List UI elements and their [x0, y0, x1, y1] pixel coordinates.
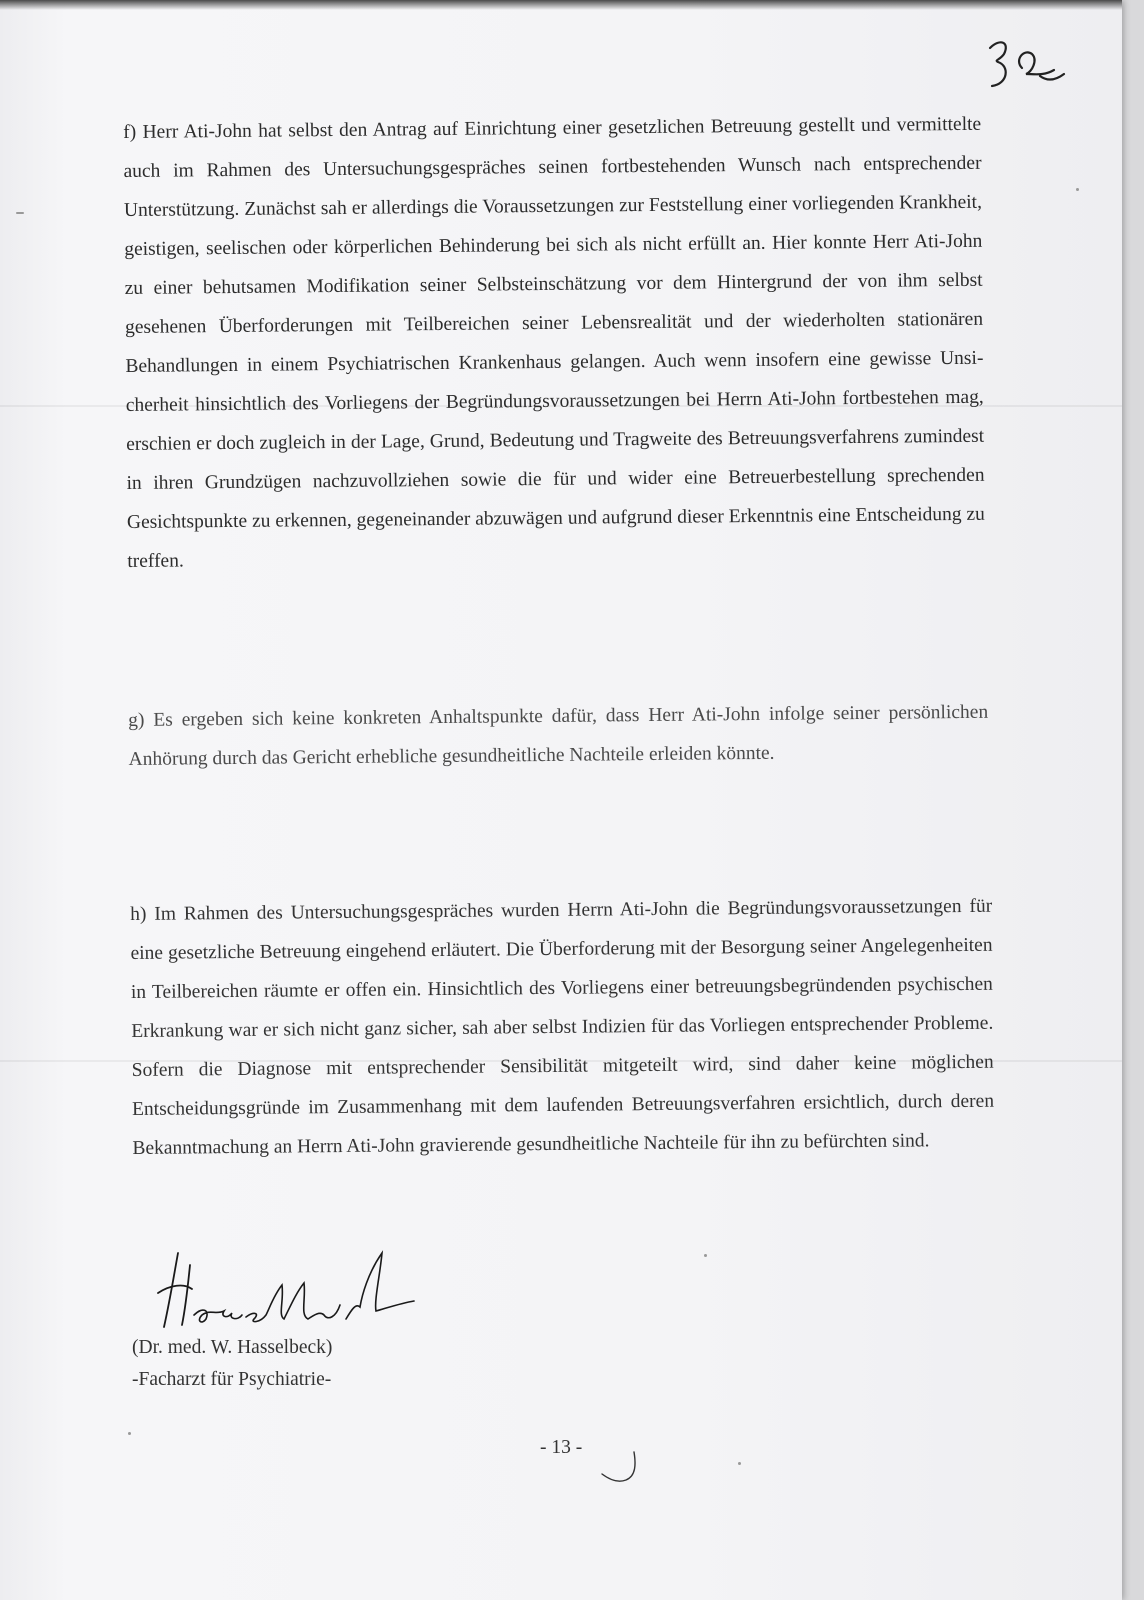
signer-title: -Facharzt für Psychiatrie- [132, 1369, 332, 1390]
scan-speck [738, 1462, 741, 1465]
handwritten-page-number [982, 30, 1072, 100]
page-number: - 13 - [540, 1437, 583, 1458]
scan-speck [704, 1254, 707, 1257]
signer-name: (Dr. med. W. Hasselbeck) [132, 1337, 333, 1358]
signature-block [132, 1332, 332, 1396]
paragraph-g: g) Es ergeben sich keine konkreten Anhaltspunkte dafür, dass Herr Ati-John infolge seiner persönlichen Anhörung durch das Gericht erhebliche gesundheitliche Nachteile erleiden könnte. [128, 701, 989, 770]
handwritten-checkmark [596, 1448, 646, 1488]
scan-speck [128, 1432, 131, 1435]
scan-speck [16, 212, 24, 214]
paragraph-h: h) Im Rahmen des Untersuchungsgespräches wurden Herrn Ati-John die Begründungsvoraussetzungen für eine gesetzliche Betreuung eingehend erläutert. Die Überforderung mit der Besorgung seiner Angelegenheiten in Teilbereichen räumte er offen ein. Hinsichtlich des Vorliegens einer betreuungsbegründenden psychischen Erkrankung war er sich nicht ganz sicher, sah aber selbst Indizien für das Vorliegen entsprechender Probleme. Sofern die Diagnose mit entsprechender Sensibilität mitgeteilt wird, sind daher keine möglichen Entscheidungsgründe im Zusammenhang mit dem laufenden Betreuungsverfahren ersichtlich, durch deren Bekanntmachung an Herrn Ati-John gravierende gesundheitliche Nachteile für ihn zu befürchten sind. [130, 895, 995, 1159]
handwritten-signature [150, 1245, 420, 1335]
paragraph-f: f) Herr Ati-John hat selbst den Antrag auf Einrichtung einer gesetzlichen Betreuung gestellt und vermittelte auch im Rahmen des Untersuchungsgespräches seinen fortbestehenden Wunsch nach entsprechender Unterstützung. Zunächst sah er allerdings die Voraussetzungen zur Feststellung einer vorliegenden Krankheit, geistigen, seelischen oder körperlichen Behinderung bei sich als nicht erfüllt an. Hier konnte Herr Ati-John zu einer behutsamen Modifikation seiner Selbsteinschätzung vor dem Hintergrund der von ihm selbst gesehenen Überforderungen mit Teilbereichen seiner Lebensrealität und der wiederholten stationären Behandlungen in einem Psychiatrischen Krankenhaus gelangen. Auch wenn insofern eine gewisse Unsicherheit hinsichtlich des Vorliegens der Begründungsvoraussetzungen bei Herrn Ati-John fortbestehen mag, erschien er doch zugleich in der Lage, Grund, Bedeutung und Tragweite des Betreuungsverfahrens zumindest in ihren Grundzügen nachzuvollziehen sowie die für und wider eine Betreuerbestellung sprechenden Gesichtspunkte zu erkennen, gegeneinander abzuwägen und aufgrund dieser Erkenntnis eine Entscheidung zu treffen. [123, 113, 985, 572]
scan-speck [1076, 188, 1079, 191]
